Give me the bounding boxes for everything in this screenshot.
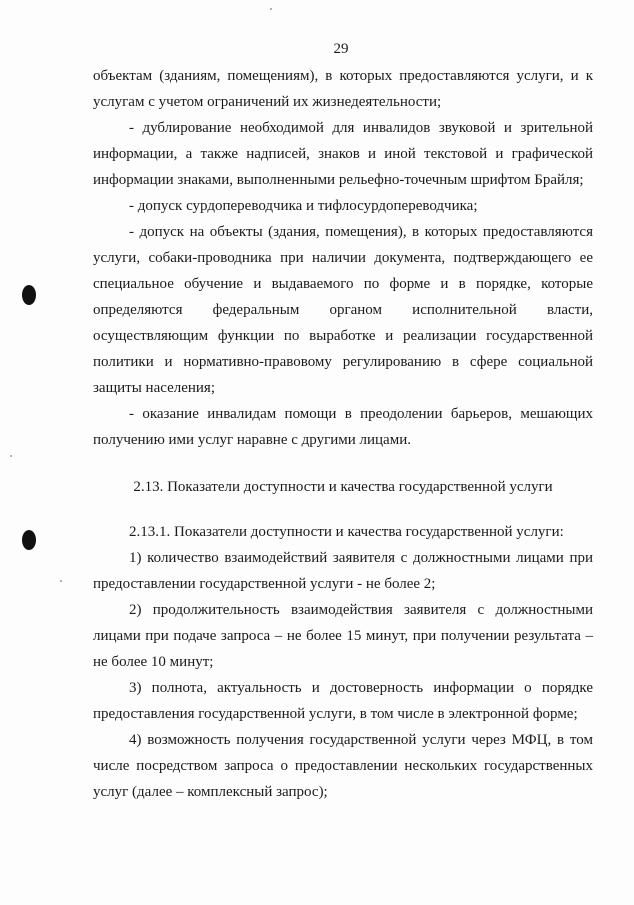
page-number: 29 [333,41,349,57]
scan-speck [270,8,272,10]
punch-hole-top [22,285,36,305]
text-line: информации, а также надписей, знаков и иной текстовой и графической [93,146,593,162]
paragraph [93,675,593,727]
paragraph [93,401,593,453]
text-line: 2.13.1. Показатели доступности и качества государственной услуги: [129,524,564,540]
punch-hole-bottom [22,530,36,550]
text-line: услуг (далее – комплексный запрос); [93,784,328,800]
text-line: не более 10 минут; [93,654,214,670]
text-line: получению ими услуг наравне с другими лицами. [93,432,411,448]
text-line: предоставления государственной услуги, в том числе в электронной форме; [93,706,578,722]
text-line: объектам (зданиям, помещениям), в которых предоставляются услуги, и к [93,68,593,84]
body-block-2 [93,519,593,805]
text-line: 4) возможность получения государственной услуги через МФЦ, в том [129,732,593,748]
text-line: политики и нормативно-правовому регулированию в сфере социальной [93,354,593,370]
text-line: лицами при подаче запроса – не более 15 минут, при получении результата – [93,628,593,644]
body-block-1 [93,63,593,453]
text-line: предоставлении государственной услуги - не более 2; [93,576,436,592]
paragraph [93,545,593,597]
section-heading: 2.13. Показатели доступности и качества государственной услуги [133,479,553,495]
text-line: - оказание инвалидам помощи в преодолении барьеров, мешающих [129,406,593,422]
paragraph [93,597,593,675]
text-line: определяются федеральным органом исполнительной власти, [93,302,593,318]
text-line: услуги, собаки-проводника при наличии документа, подтверждающего ее [93,250,593,266]
paragraph [93,219,593,401]
text-line: 3) полнота, актуальность и достоверность информации о порядке [129,680,593,696]
text-line: услугам с учетом ограничений их жизнедеятельности; [93,94,442,110]
text-line: - допуск сурдопереводчика и тифлосурдопереводчика; [129,198,478,214]
paragraph [93,63,593,115]
paragraph [93,115,593,193]
text-line: - допуск на объекты (здания, помещения), в которых предоставляются [129,224,593,240]
text-line: - дублирование необходимой для инвалидов звуковой и зрительной [129,120,593,136]
paragraph [93,519,593,545]
text-line: 1) количество взаимодействий заявителя с должностными лицами при [129,550,593,566]
text-line: числе посредством запроса о предоставлении нескольких государственных [93,758,593,774]
paragraph [93,727,593,805]
scan-speck [10,455,12,457]
scan-speck [60,580,62,582]
paragraph [93,193,593,219]
text-line: 2) продолжительность взаимодействия заявителя с должностными [129,602,593,618]
text-line: осуществляющим функции по выработке и реализации государственной [93,328,593,344]
text-line: защиты населения; [93,380,215,396]
text-line: специальное обучение и выдаваемого по форме и в порядке, которые [93,276,593,292]
text-line: информации знаками, выполненными рельефно-точечным шрифтом Брайля; [93,172,584,188]
